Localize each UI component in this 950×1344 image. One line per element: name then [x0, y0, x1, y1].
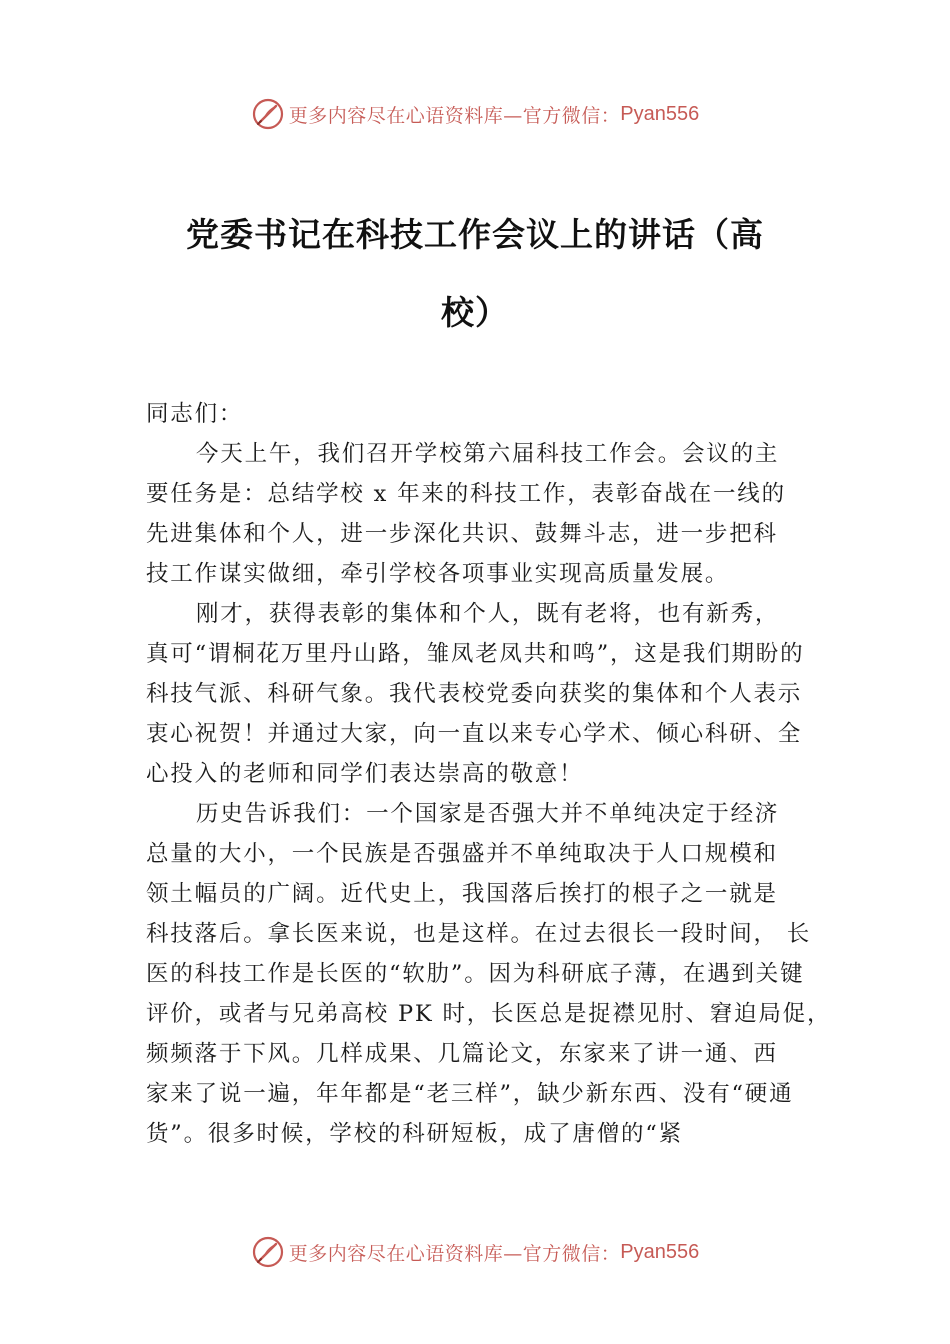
wechat-id: Pyan556 [620, 1240, 700, 1263]
body-line: 医的科技工作是长医的“软肋”。因为科研底子薄，在遇到关键 [146, 961, 805, 987]
body-line: 今天上午，我们召开学校第六届科技工作会。会议的主 [196, 441, 780, 467]
body-line: 货”。很多时候，学校的科研短板，成了唐僧的“紧 [146, 1121, 683, 1147]
document-title [150, 196, 800, 352]
body-line: 要任务是：总结学校 x 年来的科技工作，表彰奋战在一线的 [146, 481, 786, 507]
body-line: 心投入的老师和同学们表达崇高的敬意！ [146, 761, 584, 787]
body-line: 科技气派、科研气象。我代表校党委向获奖的集体和个人表示 [146, 681, 803, 707]
quill-pen-logo-icon [251, 1235, 285, 1269]
wechat-id: Pyan556 [620, 102, 700, 125]
body-line: 科技落后。拿长医来说，也是这样。在过去很长一段时间， 长 [146, 921, 812, 947]
body-line: 真可“谓桐花万里丹山路，雏凤老凤共和鸣”，这是我们期盼的 [146, 641, 805, 667]
footer-banner [0, 1232, 950, 1272]
body-line: 先进集体和个人，进一步深化共识、鼓舞斗志，进一步把科 [146, 521, 778, 547]
quill-pen-logo-icon [251, 97, 285, 131]
body-line: 总量的大小，一个民族是否强盛并不单纯取决于人口规模和 [146, 841, 778, 867]
body-line: 评价，或者与兄弟高校 PK 时，长医总是捉襟见肘、窘迫局促， [146, 1001, 832, 1027]
body-line: 领土幅员的广阔。近代史上，我国落后挨打的根子之一就是 [146, 881, 778, 907]
body-line: 频频落于下风。几样成果、几篇论文，东家来了讲一通、西 [146, 1041, 778, 1067]
body-line: 历史告诉我们：一个国家是否强大并不单纯决定于经济 [196, 801, 780, 827]
body-line: 技工作谋实做细，牵引学校各项事业实现高质量发展。 [146, 561, 730, 587]
body-line: 刚才，获得表彰的集体和个人，既有老将，也有新秀， [196, 601, 780, 627]
title-line-2: 校） [441, 293, 509, 332]
salutation: 同志们： [146, 401, 244, 427]
document-body [146, 394, 836, 1154]
banner-text: 更多内容尽在心语资料库—官方微信： [288, 1242, 621, 1265]
body-line: 衷心祝贺！并通过大家，向一直以来专心学术、倾心科研、全 [146, 721, 803, 747]
title-line-1: 党委书记在科技工作会议上的讲话（高 [186, 215, 764, 254]
header-banner [0, 94, 950, 134]
body-line: 家来了说一遍，年年都是“老三样”，缺少新东西、没有“硬通 [146, 1081, 794, 1107]
banner-text: 更多内容尽在心语资料库—官方微信： [288, 104, 621, 127]
